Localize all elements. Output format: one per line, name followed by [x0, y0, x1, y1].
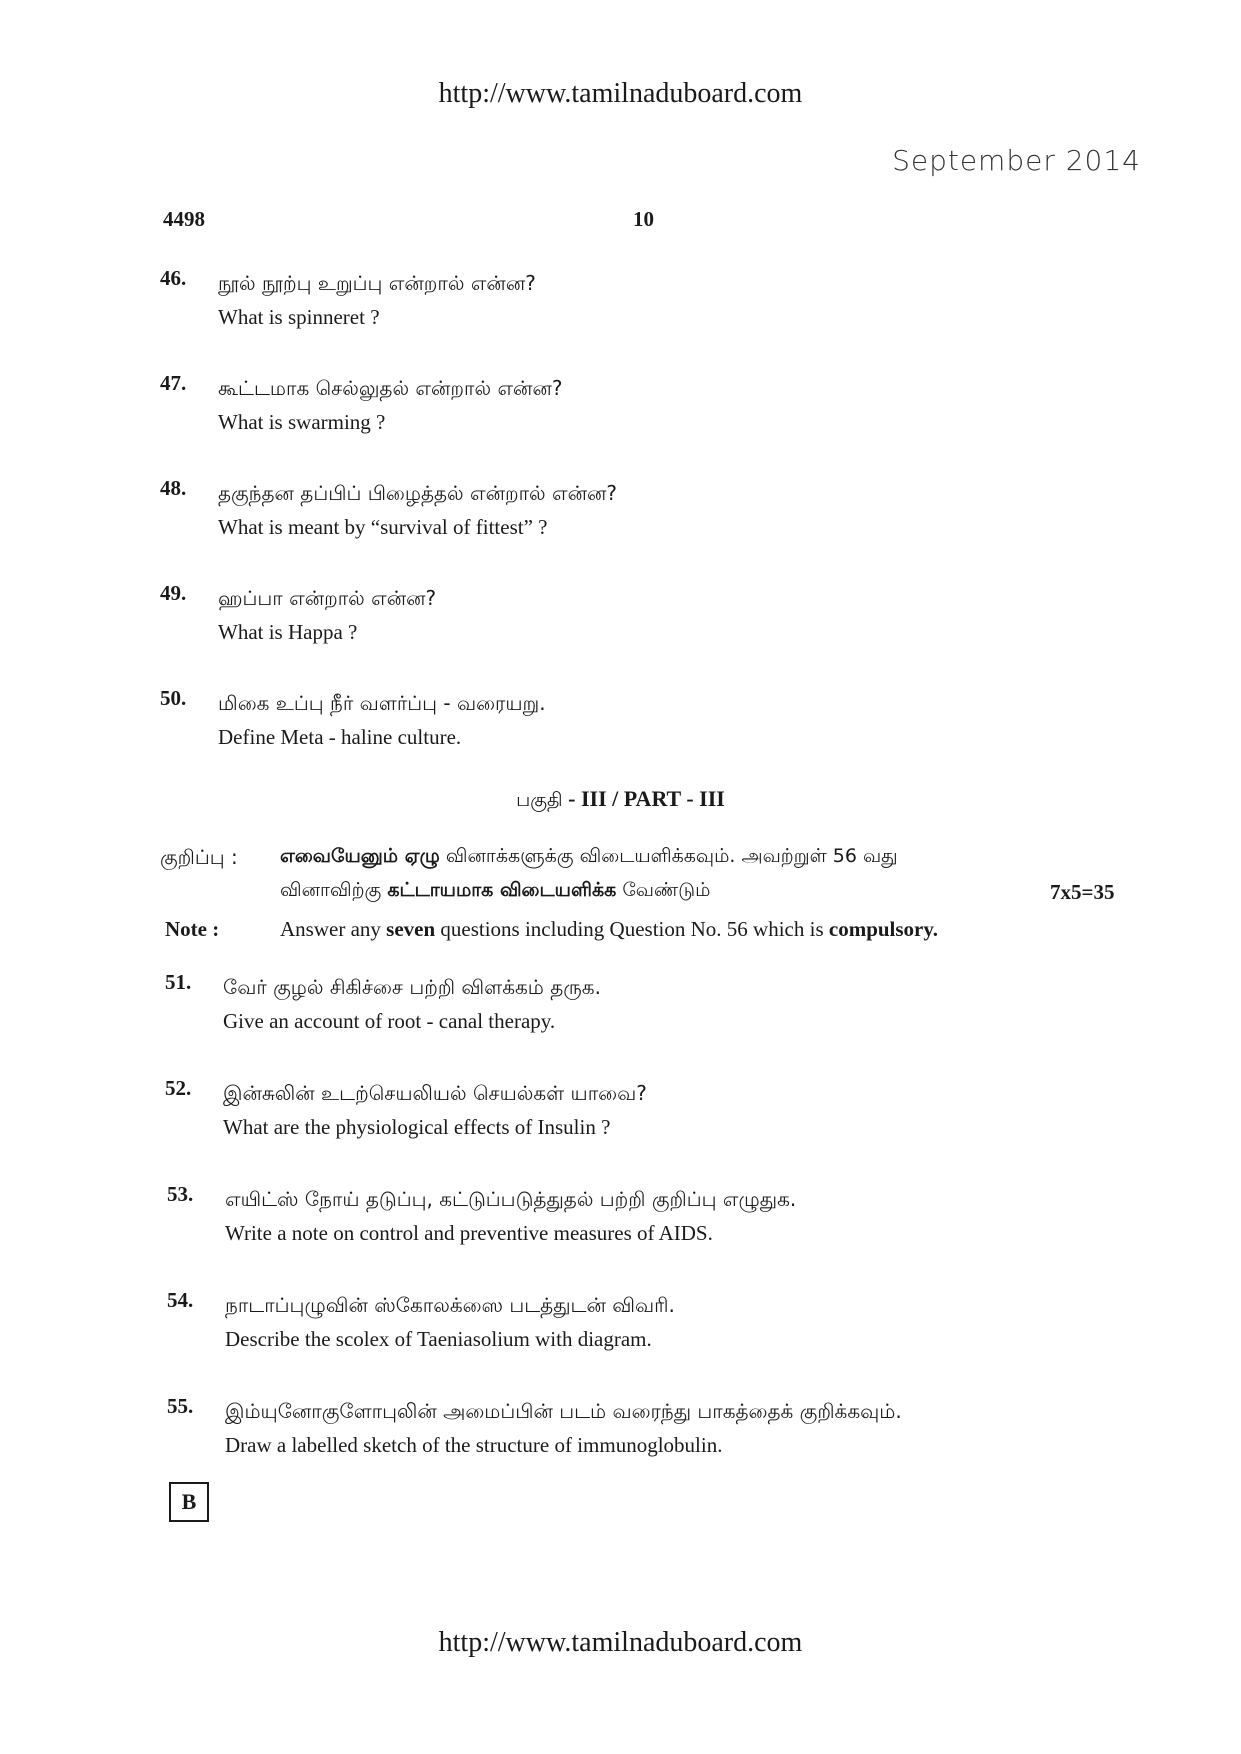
header-url: http://www.tamilnaduboard.com — [438, 78, 803, 109]
page-marker-box: B — [169, 1482, 209, 1522]
note-english-emphasis: seven — [386, 917, 436, 941]
question-text-english: Describe the scolex of Taeniasolium with diagram. — [225, 1327, 652, 1351]
paper-code: 4498 — [163, 207, 205, 231]
question-text-tamil: வேர் குழல் சிகிச்சை பற்றி விளக்கம் தருக. — [223, 975, 601, 999]
question-51 — [165, 970, 1115, 1038]
note-tamil-line2 — [280, 879, 710, 904]
question-text-tamil: கூட்டமாக செல்லுதல் என்றால் என்ன? — [218, 376, 563, 400]
marks-allocation: 7x5=35 — [1050, 880, 1115, 904]
question-number: 49. — [160, 581, 187, 605]
handwritten-date: September 2014 — [892, 144, 1141, 177]
note-tamil-text: வினாவிற்கு — [280, 879, 382, 901]
note-tamil-line1 — [280, 845, 1080, 870]
question-text-english: What is swarming ? — [218, 410, 386, 434]
question-text-tamil: எயிட்ஸ் நோய் தடுப்பு, கட்டுப்படுத்துதல் பற்றி குறிப்பு எழுதுக. — [225, 1187, 797, 1211]
question-number: 54. — [167, 1288, 194, 1312]
question-52 — [165, 1076, 1115, 1144]
question-46 — [160, 266, 1110, 334]
question-number: 52. — [165, 1076, 192, 1100]
note-label-tamil: குறிப்பு : — [160, 845, 238, 869]
question-text-english: What is Happa ? — [218, 620, 358, 644]
question-text-tamil: இம்யுனோகுளோபுலின் அமைப்பின் படம் வரைந்து பாகத்தைக் குறிக்கவும். — [225, 1399, 902, 1423]
note-english-text: questions including Question No. 56 which is — [440, 917, 824, 941]
note-label-english: Note : — [165, 917, 220, 941]
part-title-english: - III / PART - III — [568, 786, 725, 811]
question-48 — [160, 476, 1110, 544]
question-55 — [167, 1394, 1117, 1462]
note-english — [280, 917, 938, 942]
question-text-english: Draw a labelled sketch of the structure of immunoglobulin. — [225, 1433, 723, 1457]
part-title-tamil: பகுதி — [516, 789, 563, 811]
question-47 — [160, 371, 1110, 439]
question-text-tamil: மிகை உப்பு நீர் வளர்ப்பு - வரையறு. — [218, 691, 546, 715]
question-number: 50. — [160, 686, 187, 710]
question-text-tamil: ஹப்பா என்றால் என்ன? — [218, 586, 437, 610]
question-text-tamil: தகுந்தன தப்பிப் பிழைத்தல் என்றால் என்ன? — [218, 481, 617, 505]
note-tamil-emphasis: எவையேனும் ஏழு — [280, 845, 440, 867]
page-number: 10 — [633, 207, 654, 231]
question-53 — [167, 1182, 1117, 1250]
question-text-english: Define Meta - haline culture. — [218, 725, 462, 749]
question-number: 46. — [160, 266, 187, 290]
note-english-text: Answer any — [280, 917, 381, 941]
note-tamil-text: வேண்டும் — [622, 879, 711, 901]
question-54 — [167, 1288, 1117, 1356]
note-tamil-emphasis: கட்டாயமாக விடையளிக்க — [387, 879, 617, 901]
question-number: 53. — [167, 1182, 194, 1206]
note-english-emphasis: compulsory. — [828, 917, 938, 941]
question-49 — [160, 581, 1110, 649]
question-text-english: What are the physiological effects of Insulin ? — [223, 1115, 611, 1139]
question-text-tamil: நூல் நூற்பு உறுப்பு என்றால் என்ன? — [218, 271, 536, 295]
question-text-tamil: நாடாப்புழுவின் ஸ்கோலக்ஸை படத்துடன் விவரி. — [225, 1293, 675, 1317]
question-text-tamil: இன்சுலின் உடற்செயலியல் செயல்கள் யாவை? — [223, 1081, 647, 1105]
note-tamil-text: வினாக்களுக்கு விடையளிக்கவும். அவற்றுள் 56 வது — [445, 845, 898, 867]
question-number: 47. — [160, 371, 187, 395]
question-number: 55. — [167, 1394, 194, 1418]
question-number: 51. — [165, 970, 192, 994]
question-text-english: What is spinneret ? — [218, 305, 380, 329]
question-text-english: What is meant by “survival of fittest” ? — [218, 515, 548, 539]
question-50 — [160, 686, 1110, 754]
part-title — [0, 786, 1241, 814]
question-number: 48. — [160, 476, 187, 500]
question-text-english: Give an account of root - canal therapy. — [223, 1009, 556, 1033]
question-text-english: Write a note on control and preventive measures of AIDS. — [225, 1221, 713, 1245]
footer-url: http://www.tamilnaduboard.com — [438, 1627, 803, 1658]
